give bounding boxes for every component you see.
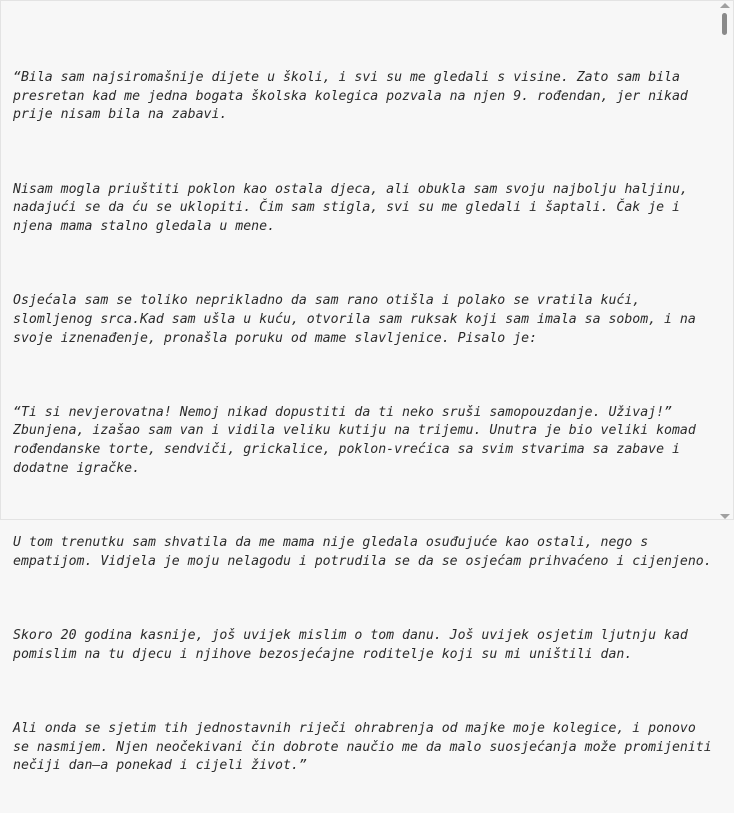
scroll-thumb[interactable] <box>722 13 727 35</box>
paragraph: “Ti si nevjerovatna! Nemoj nikad dopustiti da ti neko sruši samopouzdanje. Uživaj!” Zbunjena, izašao sam van i vidila veliku kutiju na trijemu. Unutra je bio veliki komad rođendanske torte, sendviči, grickalice, poklon-vrećica sa svim stvarima sa zabave i dodatne igračke. <box>13 404 696 476</box>
vertical-scrollbar[interactable] <box>719 3 731 519</box>
paragraph: U tom trenutku sam shvatila da me mama nije gledala osuđujuće kao ostali, nego s empatijom. Vidjela je moju nelagodu i potrudila se da se osjećam prihvaćeno i cijenjeno. <box>13 535 712 569</box>
paragraph: Skoro 20 godina kasnije, još uvijek mislim o tom danu. Još uvijek osjetim ljutnju kad pomislim na tu djecu i njihove bezosjećajne roditelje koji su mi uništili dan. <box>13 628 688 662</box>
paragraph: Nisam mogla priuštiti poklon kao ostala djeca, ali obukla sam svoju najbolju haljinu, nadajući se da ću se uklopiti. Čim sam stigla, svi su me gledali i šaptali. Čak je i njena mama stalno gledala u mene. <box>13 181 688 234</box>
story-text <box>13 32 713 813</box>
paragraph: “Bila sam najsiromašnije dijete u školi, i svi su me gledali s visine. Zato sam bila presretan kad me jedna bogata školska kolegica pozvala na njen 9. rođendan, jer nikad prije nisam bila na zabavi. <box>13 70 688 123</box>
paragraph: Ali onda se sjetim tih jednostavnih riječi ohrabrenja od majke moje kolegice, i ponovo se nasmijem. Njen neočekivani čin dobrote naučio me da malo suosjećanja može promijeniti nečiji dan—a ponekad i cijeli život.” <box>13 720 712 774</box>
scroll-up-arrow-icon[interactable] <box>720 3 730 8</box>
scroll-down-arrow-icon[interactable] <box>720 514 730 519</box>
paragraph: Osjećala sam se toliko neprikladno da sam rano otišla i polako se vratila kući, slomljenog srca.Kad sam ušla u kuću, otvorila sam ruksak koji sam imala sa sobom, i na svoje iznenađenje, pronašla poruku od mame slavljenice. Pisalo je: <box>13 293 696 346</box>
